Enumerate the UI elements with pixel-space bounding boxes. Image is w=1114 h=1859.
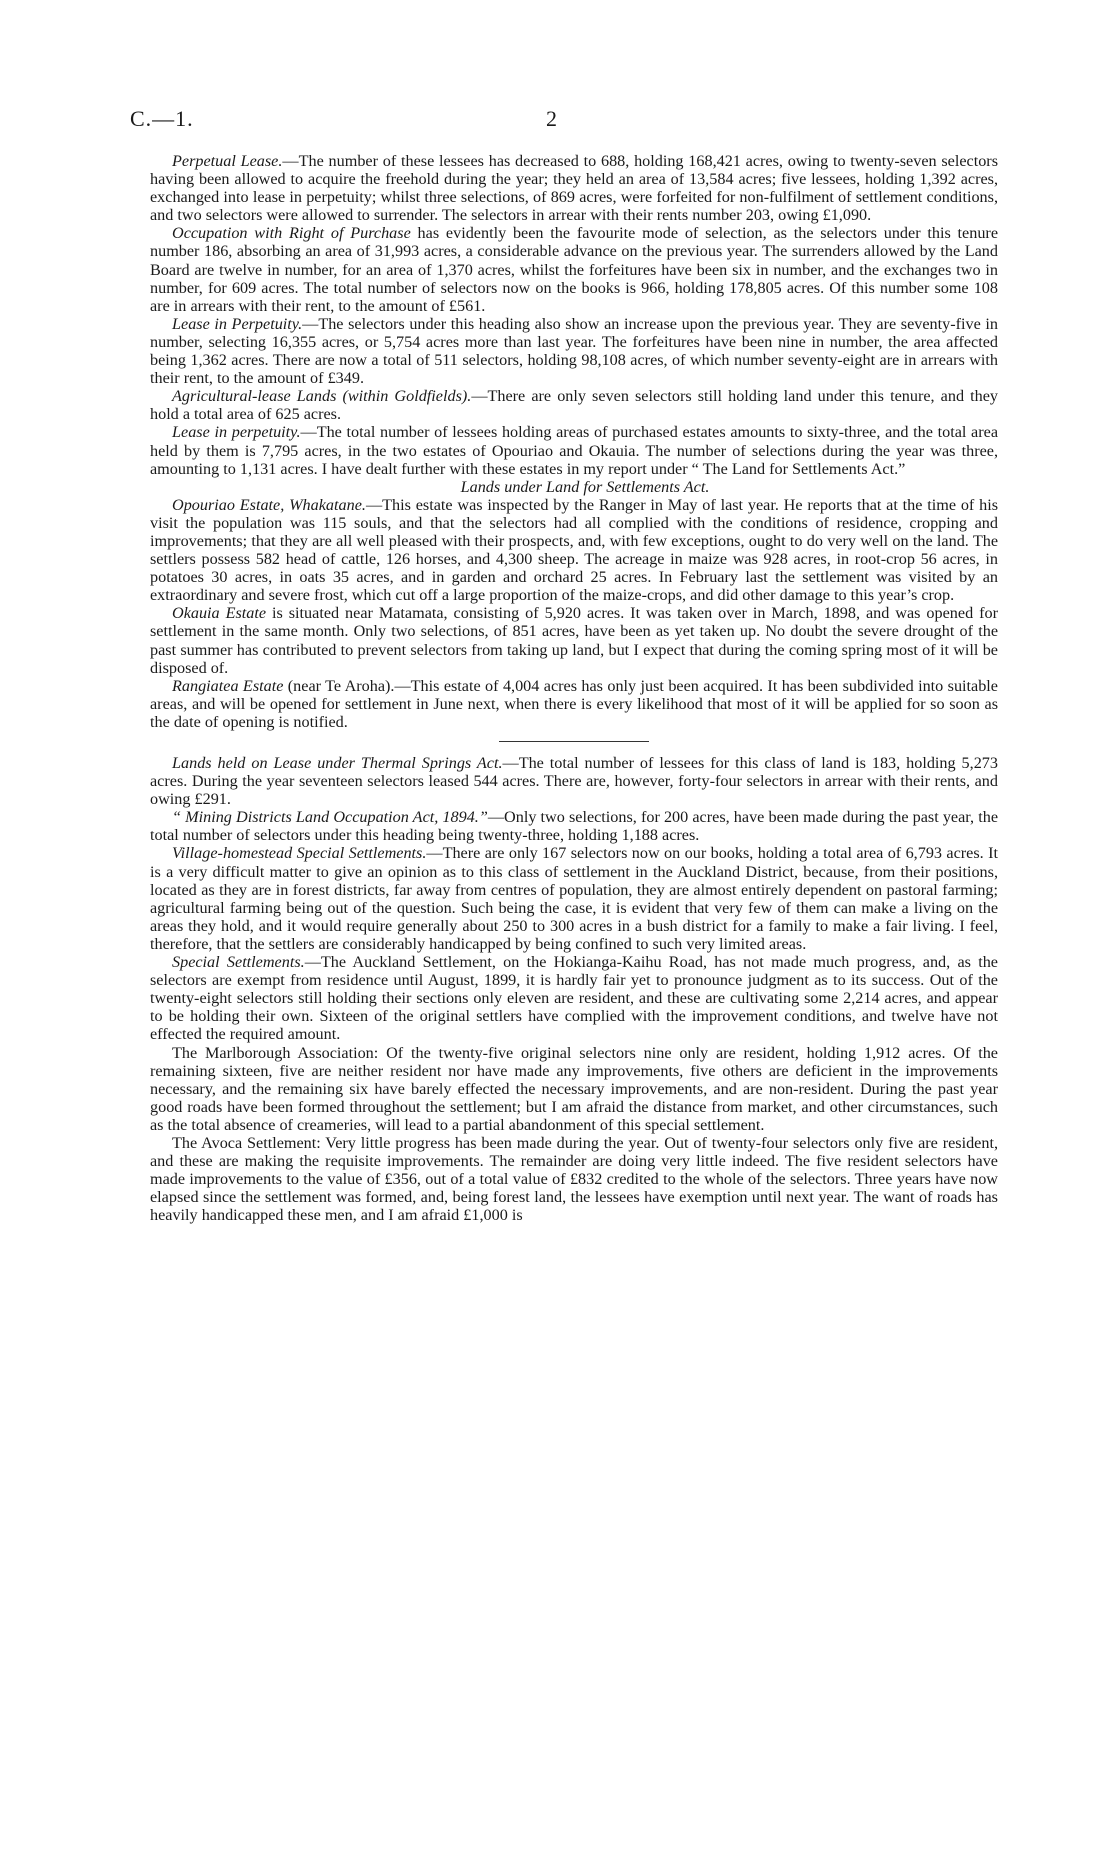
paragraph-mining-districts (150, 808, 998, 844)
paragraph-text: —The Auckland Settlement, on the Hokianga-Kaihu Road, has not made much progress, and, as the selectors are exempt from residence until August, 1899, it is hardly fair yet to pronounce judgment as to its success. Out of the twenty-eight selectors still holding their sections only eleven are resident, and these are cultivating some 2,214 acres, and appear to be holding their own. Sixteen of the original settlers have complied with the improvement conditions, and twelve have not effected the required amount. (150, 953, 998, 1044)
paragraph-lead: Lease in Perpetuity. (172, 314, 303, 333)
paragraph-perpetual-lease (150, 152, 998, 224)
paragraph-text: —The number of these lessees has decreased to 688, holding 168,421 acres, owing to twenty-seven selectors having been allowed to acquire the freehold during the year; they held an area of 13,584 acres; five lessees, holding 1,392 acres, exchanged into lease in perpetuity; whilst three selections, of 869 acres, were forfeited for non-fulfilment of settlement conditions, and two selectors were allowed to surrender. The selectors in arrear with their rents number 203, owing £1,090. (150, 152, 998, 225)
paragraph-occupation-right-of-purchase (150, 224, 998, 314)
paragraph-opouriao-estate (150, 496, 998, 605)
page-number: 2 (546, 106, 557, 131)
paragraph-lead: Perpetual Lease. (172, 152, 283, 170)
paragraph-lead: Village-homestead Special Settlements. (172, 844, 427, 863)
paragraph-lease-in-perpetuity (150, 315, 998, 387)
paragraph-text: (near Te Aroha).—This estate of 4,004 acres has only just been acquired. It has been subdivided into suitable areas, and will be opened for settlement in June next, when there is every likelihood that most of it will be applied for so soon as the date of opening is notified. (150, 676, 998, 731)
paragraph-avoca-settlement (150, 1134, 998, 1224)
paragraph-marlborough-association (150, 1044, 998, 1134)
paragraph-text: is situated near Matamata, consisting of 5,920 acres. It was taken over in March, 1898, and was opened for settlement in the same month. Only two selections, of 851 acres, have been as yet taken up. No doubt the severe drought of the past summer has contributed to prevent selectors from taking up land, but I expect that during the coming spring most of it will be disposed of. (150, 604, 998, 677)
paragraph-text: The Avoca Settlement: Very little progress has been made during the year. Out of twenty-four selectors only five are resident, and these are making the requisite improvements. The remainder are doing very little indeed. The five resident selectors have made improvements to the value of £356, out of a total value of £832 credited to the whole of the selectors. Three years have now elapsed since the settlement was formed, and, being forest land, the lessees have exemption until next year. The want of roads has heavily handicapped these men, and I am afraid £1,000 is (150, 1133, 998, 1225)
paragraph-lead: Opouriao Estate, Whakatane. (172, 495, 366, 514)
page-header (130, 106, 1000, 136)
paragraph-text: —There are only seven selectors still holding land under this tenure, and they hold a total area of 625 acres. (150, 387, 998, 424)
paragraph-lead: Lease in perpetuity. (172, 423, 301, 442)
paragraph-text: —There are only 167 selectors now on our books, holding a total area of 6,793 acres. It is a very difficult matter to give an opinion as to this class of settlement in the Auckland District, because, from their positions, located as they are in forest districts, far away from centres of population, they are almost entirely dependent on pastoral farming; agricultural farming being out of the question. Such being the case, it is evident that very few of them can make a living on the areas they hold, and it would require generally about 250 to 300 acres in a bush district for a family to make a fair living. I feel, therefore, that the settlers are considerably handicapped by being confined to such very limited areas. (150, 844, 998, 953)
paragraph-lead: Occupation with Right of Purchase (172, 224, 411, 243)
paragraph-text: has evidently been the favourite mode of selection, as the selectors under this tenure number 186, absorbing an area of 31,993 acres, a considerable advance on the previous year. The surrenders allowed by the Land Board are twelve in number, for an area of 1,370 acres, whilst the forfeitures have been six in number, and the exchanges two in number, for 609 acres. The total number of selectors now on the books is 966, holding 178,805 acres. Of this number some 108 are in arrears with their rent, to the amount of £561. (150, 224, 998, 315)
paragraph-lead: Rangiatea Estate (172, 676, 284, 695)
document-body (150, 152, 998, 1224)
section-divider (499, 741, 649, 742)
paragraph-text: —The total number of lessees for this class of land is 183, holding 5,273 acres. During the year seventeen selectors leased 544 acres. There are, however, forty-four selectors in arrear with their rents, and owing £291. (150, 754, 998, 809)
paragraph-lead: Okauia Estate (172, 604, 267, 623)
document-reference: C.—1. (130, 106, 194, 131)
paragraph-text: —The total number of lessees holding areas of purchased estates amounts to sixty-three, and the total area held by them is 7,795 acres, in the two estates of Opouriao and Okauia. The number of selections during the year was three, amounting to 1,131 acres. I have dealt further with these estates in my report under “ The Land for Settlements Act.” (150, 423, 999, 478)
paragraph-special-settlements (150, 953, 998, 1043)
paragraph-text: The Marlborough Association: Of the twenty-five original selectors nine only are resident, holding 1,912 acres. Of the remaining sixteen, five are neither resident nor have made any improvements, five others are deficient in the improvements necessary, and the remaining six have barely effected the necessary improvements, and are non-resident. During the past year good roads have been formed throughout the settlement; but I am afraid the distance from market, and other circumstances, such as the total absence of creameries, will lead to a partial abandonment of this special settlement. (150, 1043, 998, 1134)
paragraph-okauia-estate (150, 604, 998, 676)
paragraph-rangiatea-estate (150, 677, 998, 731)
paragraph-text: —Only two selections, for 200 acres, have been made during the past year, the total number of selectors under this heading being twenty-three, holding 1,188 acres. (150, 808, 998, 845)
paragraph-agricultural-lease (150, 387, 998, 423)
paragraph-lease-in-perpetuity-estates (150, 423, 998, 477)
paragraph-lead: Lands held on Lease under Thermal Springs Act. (172, 754, 503, 772)
paragraph-lead: Agricultural-lease Lands (within Goldfields). (172, 387, 472, 406)
paragraph-thermal-springs (150, 754, 998, 808)
paragraph-text: —The selectors under this heading also show an increase upon the previous year. They are seventy-five in number, selecting 16,355 acres, or 5,754 acres more than last year. The forfeitures have been nine in number, the area affected being 1,362 acres. There are now a total of 511 selectors, holding 98,108 acres, of which number seventy-eight are in arrears with their rent, to the amount of £349. (150, 314, 998, 388)
paragraph-village-homestead (150, 844, 998, 953)
paragraph-lead: Special Settlements. (172, 953, 305, 972)
paragraph-text: —This estate was inspected by the Ranger in May of last year. He reports that at the time of his visit the population was 115 souls, and that the selectors had all complied with the conditions of residence, cropping and improvements; that they are all well pleased with their prospects, and, with few exceptions, ought to do very well on the land. The settlers possess 582 head of cattle, 126 horses, and 4,300 sheep. The acreage in maize was 928 acres, in root-crop 56 acres, in potatoes 30 acres, in oats 35 acres, and in garden and orchard 25 acres. In February last the settlement was visited by an extraordinary and severe frost, which cut off a large proportion of the maize-crops, and did other damage to this year’s crop. (150, 495, 998, 605)
paragraph-lead: “ Mining Districts Land Occupation Act, 1894.” (172, 808, 488, 827)
section-heading: Lands under Land for Settlements Act. (460, 477, 710, 496)
